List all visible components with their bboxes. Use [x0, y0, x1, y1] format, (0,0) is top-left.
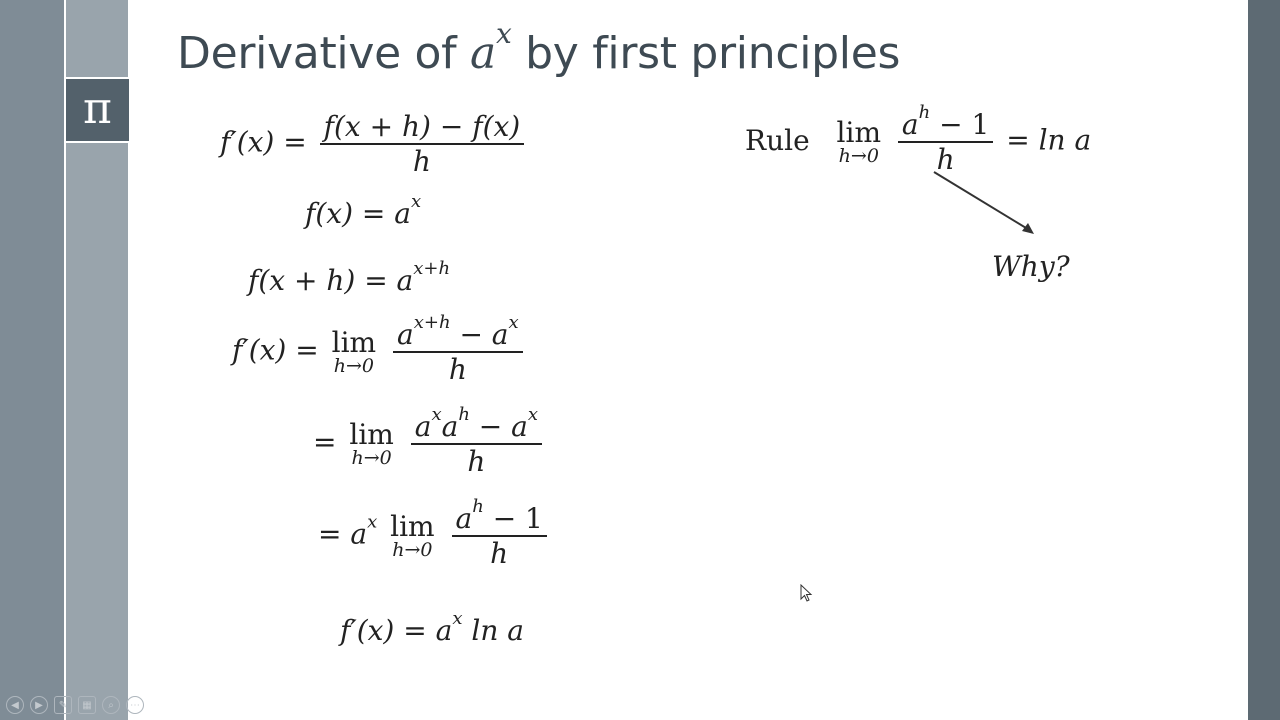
annotation-arrow — [930, 168, 1040, 240]
equation-limit-step-1: f′(x) = lim h→0 $\frac{a^{x+h} - a^x}{h}$ — [232, 318, 527, 386]
equation-definition: f′(x) = $\frac{f(x + h) - f(x)}{h}$ — [220, 110, 528, 178]
fraction: $\frac{f(x + h) - f(x)}{h}$ — [320, 110, 525, 178]
fraction: $\frac{a^{x+h} - a^x}{h}$ — [393, 318, 523, 386]
fraction: $\frac{a^h - 1}{h}$ — [452, 502, 547, 570]
more-options-button[interactable]: ⋯ — [126, 696, 144, 714]
right-band — [1248, 0, 1280, 720]
rule-equation: Rule lim h→0 $\frac{a^h - 1}{h}$ = ln a — [745, 101, 1092, 176]
why-annotation: Why? — [992, 250, 1070, 283]
rule-label: Rule — [745, 123, 810, 157]
slideshow-controls — [6, 696, 144, 714]
left-band — [0, 0, 64, 720]
equation-f-of-x-plus-h: $f(x + h) = a^{x+h}$ — [248, 257, 451, 297]
limit: lim h→0 — [836, 115, 882, 167]
equation-limit-step-2: = lim h→0 $\frac{a^xa^h - a^x}{h}$ — [313, 410, 546, 478]
slide-title: Derivative of $a^x$ by first principles — [177, 16, 901, 79]
equation-f-of-x: $f(x) = a^x$ — [305, 190, 422, 230]
fraction: $\frac{a^xa^h - a^x}{h}$ — [411, 410, 542, 478]
fraction: $\frac{a^h - 1}{h}$ — [898, 108, 993, 176]
limit: lim h→0 — [349, 417, 394, 469]
next-slide-button[interactable]: ▶ — [30, 696, 48, 714]
mouse-cursor-icon — [800, 584, 814, 604]
pen-tool-button[interactable]: ✎ — [54, 696, 72, 714]
equation-result: $f'(x) = a^x$ ln a — [340, 607, 524, 647]
previous-slide-button[interactable]: ◀ — [6, 696, 24, 714]
equation-limit-step-3: = $a^x$ lim h→0 $\frac{a^h - 1}{h}$ — [318, 502, 551, 570]
pi-logo — [64, 77, 129, 143]
see-all-slides-button[interactable]: ▦ — [78, 696, 96, 714]
pi-icon: π — [83, 83, 112, 134]
zoom-button[interactable]: ⌕ — [102, 696, 120, 714]
limit: lim h→0 — [390, 509, 435, 561]
limit: lim h→0 — [331, 325, 377, 377]
